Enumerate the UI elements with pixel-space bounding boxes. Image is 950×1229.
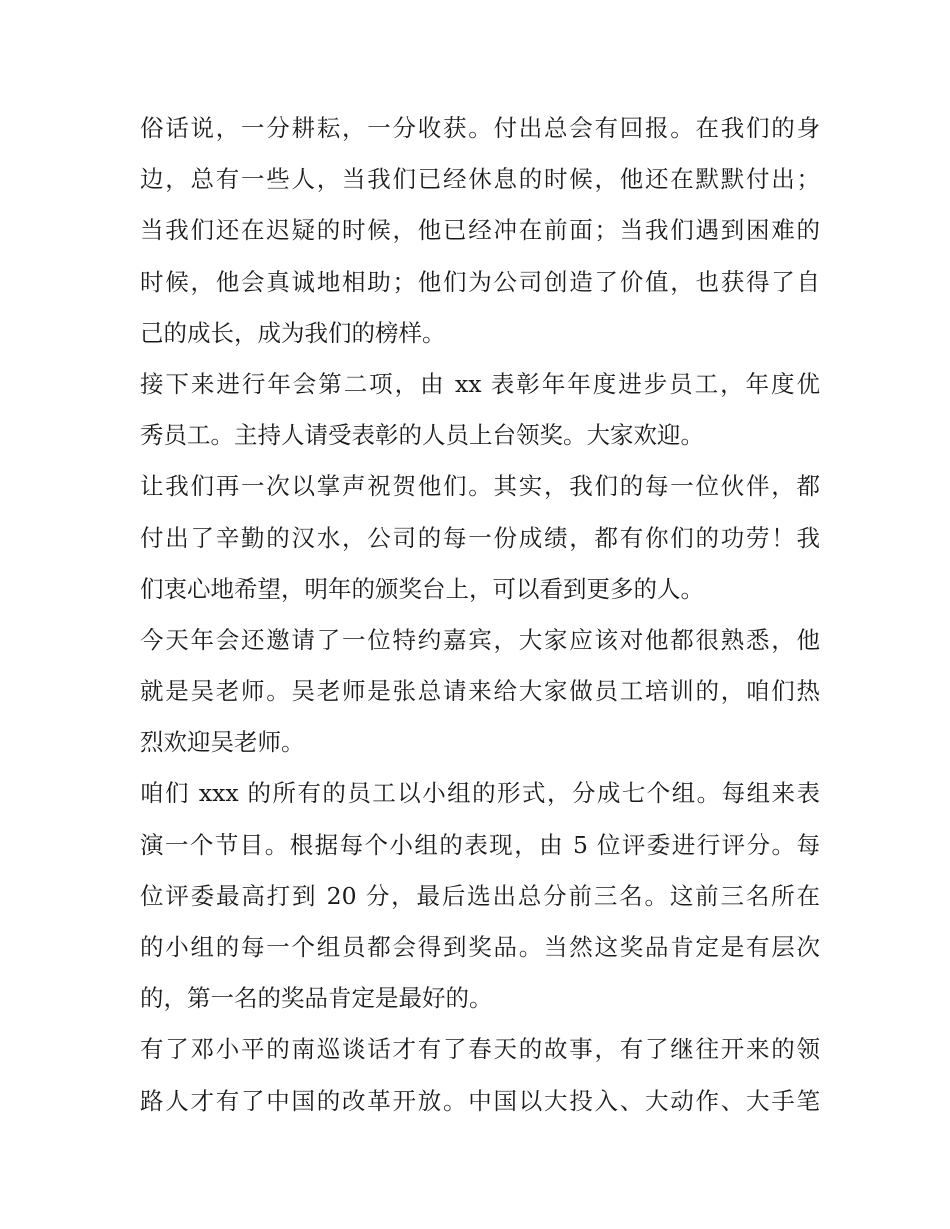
text-line: 俗话说，一分耕耘，一分收获。付出总会有回报。在我们的身 <box>140 114 820 142</box>
text-line: 己的成长，成为我们的榜样。 <box>140 318 446 347</box>
paragraph-1 <box>140 103 820 359</box>
text-line: 付出了辛勤的汉水，公司的每一份成绩，都有你们的功劳！我 <box>140 523 820 552</box>
text-line: 们衷心地希望，明年的颁奖台上，可以看到更多的人。 <box>140 574 704 603</box>
text-line: 演一个节目。根据每个小组的表现，由 5 位评委进行评分。每 <box>140 830 820 859</box>
text-line: 让我们再一次以掌声祝贺他们。其实，我们的每一位伙伴，都 <box>140 472 820 501</box>
text-line: 的，第一名的奖品肯定是最好的。 <box>140 984 493 1013</box>
text-line: 当我们还在迟疑的时候，他已经冲在前面；当我们遇到困难的 <box>140 216 820 245</box>
text-line: 接下来进行年会第二项，由 xx 表彰年年度进步员工，年度优 <box>140 369 820 398</box>
paragraph-2 <box>140 359 820 461</box>
text-line: 的小组的每一个组员都会得到奖品。当然这奖品肯定是有层次 <box>140 933 820 961</box>
paragraph-6 <box>140 1024 820 1126</box>
text-line: 位评委最高打到 20 分，最后选出总分前三名。这前三名所在 <box>140 881 820 910</box>
document-body <box>140 103 820 1127</box>
text-line: 今天年会还邀请了一位特约嘉宾，大家应该对他都很熟悉，他 <box>140 625 820 654</box>
text-line: 秀员工。主持人请受表彰的人员上台领奖。大家欢迎。 <box>140 421 704 450</box>
text-line: 就是吴老师。吴老师是张总请来给大家做员工培训的，咱们热 <box>140 677 820 706</box>
text-line: 烈欢迎吴老师。 <box>140 728 305 757</box>
text-line: 咱们 xxx 的所有的员工以小组的形式，分成七个组。每组来表 <box>140 779 820 808</box>
paragraph-4 <box>140 615 820 769</box>
text-line: 有了邓小平的南巡谈话才有了春天的故事，有了继往开来的领 <box>140 1035 820 1064</box>
paragraph-3 <box>140 461 820 615</box>
paragraph-5 <box>140 768 820 1024</box>
text-line: 时候，他会真诚地相助；他们为公司创造了价值，也获得了自 <box>140 267 820 296</box>
text-line: 路人才有了中国的改革开放。中国以大投入、大动作、大手笔 <box>140 1086 820 1115</box>
text-line: 边，总有一些人，当我们已经休息的时候，他还在默默付出； <box>140 165 820 194</box>
